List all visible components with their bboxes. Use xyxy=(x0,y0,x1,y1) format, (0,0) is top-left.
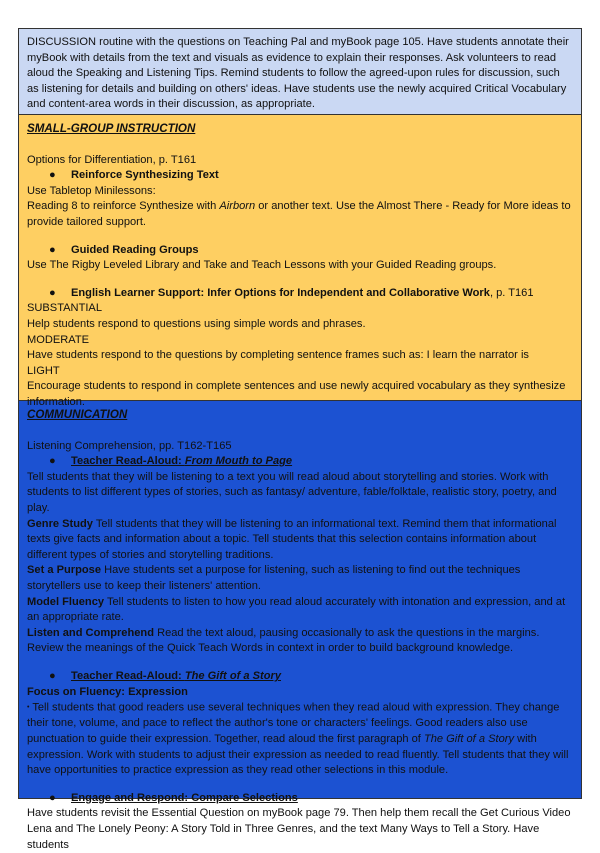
reading8-line xyxy=(27,199,573,230)
bullet-engage-respond xyxy=(27,791,573,807)
bullet-dot: ● xyxy=(49,669,56,682)
bullet-dot: ● xyxy=(49,286,56,299)
set-purpose-text: Have students set a purpose for listening, such as listening to find out the techniques storytellers use to keep their listeners' attention. xyxy=(27,564,521,592)
focus-fluency xyxy=(27,685,573,701)
bullet-read-aloud-2 xyxy=(27,669,573,685)
tabletop-line: Use Tabletop Minilessons: xyxy=(27,184,156,197)
listen-comprehend-label: Listen and Comprehend xyxy=(27,626,154,639)
bullet-el-support xyxy=(27,286,573,302)
light-text: Encourage students to respond in complete sentences and use newly acquired vocabulary as they synthesize information. xyxy=(27,380,566,408)
substantial-text: Help students respond to questions using simple words and phrases. xyxy=(27,317,366,330)
set-purpose xyxy=(27,563,573,594)
bullet-dot: ● xyxy=(49,791,56,804)
revisit-text: Have students revisit the Essential Question on myBook page 79. Then help them recall the Get Curious Video Lena and The Lonely Peony: A Story Told in Three Genres, and the text Many Ways to Tell a Story. Have students xyxy=(27,807,571,851)
listening-line: Listening Comprehension, pp. T162-T165 xyxy=(27,439,232,452)
bullet-reinforce-label: Reinforce Synthesizing Text xyxy=(71,169,219,182)
listen-comprehend-text: Read the text aloud, pausing occasionally to ask the questions in the margins. Review the meanings of the Quick Teach Words in context in order to build background knowledge. xyxy=(27,626,540,655)
bullet-el-support-label: English Learner Support: Infer Options for Independent and Collaborative Work xyxy=(71,286,490,299)
gift-text-a: Tell students that good readers use several techniques when they read aloud with expression. They change their tone, volume, and pace to reflect the author's tone or characters' feelings. Good readers also use punctuation to guide their expression. Together, read aloud the first paragraph of xyxy=(27,701,560,746)
read-aloud-2-title: The Gift of a Story xyxy=(184,669,281,682)
bullet-dot: ● xyxy=(49,169,56,182)
genre-study-text: Tell students that they will be listening to an informational text. Remind them that informational texts give facts and information about a topic. Tell students that this selection contains information about different types of stories and storytelling traditions. xyxy=(27,517,557,561)
document xyxy=(18,28,582,851)
read-aloud-1-label: Teacher Read-Aloud: xyxy=(71,455,185,468)
read-aloud-2-label: Teacher Read-Aloud: xyxy=(71,669,185,682)
gift-text xyxy=(27,700,573,779)
reading8-text-a: Reading 8 to reinforce Synthesize with xyxy=(27,200,220,213)
small-bullet-icon: • xyxy=(27,704,30,712)
bullet-read-aloud-1 xyxy=(27,454,573,470)
listen-comprehend xyxy=(27,626,573,657)
focus-fluency-label: Focus on Fluency: Expression xyxy=(27,685,188,698)
genre-study-label: Genre Study xyxy=(27,517,93,530)
bullet-el-support-page: , p. T161 xyxy=(489,286,534,299)
discussion-box xyxy=(18,28,582,115)
small-group-instruction-box xyxy=(18,115,582,408)
gift-text-b: with expression. Work with students to adjust their expression as needed to read fluently. Tell students that they will have opportunities to practice expression as they read other selections in this module. xyxy=(27,733,569,777)
model-fluency xyxy=(27,595,573,626)
reading8-text-b: or another text. Use the Almost There - Ready for More ideas to provide tailored support. xyxy=(27,200,571,228)
bullet-guided-reading-label: Guided Reading Groups xyxy=(71,243,199,256)
set-purpose-label: Set a Purpose xyxy=(27,564,101,577)
substantial-label: SUBSTANTIAL xyxy=(27,302,103,315)
airborn-title: Airborn xyxy=(219,200,256,213)
discussion-text: DISCUSSION routine with the questions on Teaching Pal and myBook page 105. Have students annotate their myBook with details from the text and visuals as evidence to explain their responses. Ask volunteers to read aloud the Speaking and Listening Tips. Remind students to follow the agreed-upon rules for discussion, such as listening for details and building on others' ideas. Have students use the newly acquired Critical Vocabulary and content-area words in their discussion, as appropriate. xyxy=(27,36,569,111)
moderate-text: Have students respond to the questions by completing sentence frames such as: I learn the narrator is xyxy=(27,349,529,362)
bullet-dot: ● xyxy=(49,243,56,256)
model-fluency-label: Model Fluency xyxy=(27,595,105,608)
engage-respond-label: Engage and Respond: Compare Selections xyxy=(71,791,298,804)
options-line: Options for Differentiation, p. T161 xyxy=(27,153,197,166)
tell-stories-text: Tell students that they will be listening to a text you will read aloud about storytelling and stories. Work with students to list different types of stories, such as fantasy/ adventure, fable/folktale, realistic story, poetry, and play. xyxy=(27,470,557,514)
bullet-dot: ● xyxy=(49,455,56,468)
bullet-reinforce xyxy=(27,168,573,184)
communication-heading: COMMUNICATION xyxy=(27,408,128,421)
genre-study xyxy=(27,517,573,564)
small-group-heading: SMALL-GROUP INSTRUCTION xyxy=(27,122,196,135)
read-aloud-1-title: From Mouth to Page xyxy=(184,455,293,468)
gift-title: The Gift of a Story xyxy=(423,733,514,746)
light-label: LIGHT xyxy=(27,364,60,377)
model-fluency-text: Tell students to listen to how you read aloud accurately with intonation and expression, and at an appropriate rate. xyxy=(27,595,566,624)
communication-box xyxy=(18,401,582,851)
moderate-label: MODERATE xyxy=(27,333,90,346)
bullet-guided-reading xyxy=(27,243,573,259)
rigby-line: Use The Rigby Leveled Library and Take and Teach Lessons with your Guided Reading groups. xyxy=(27,259,497,272)
